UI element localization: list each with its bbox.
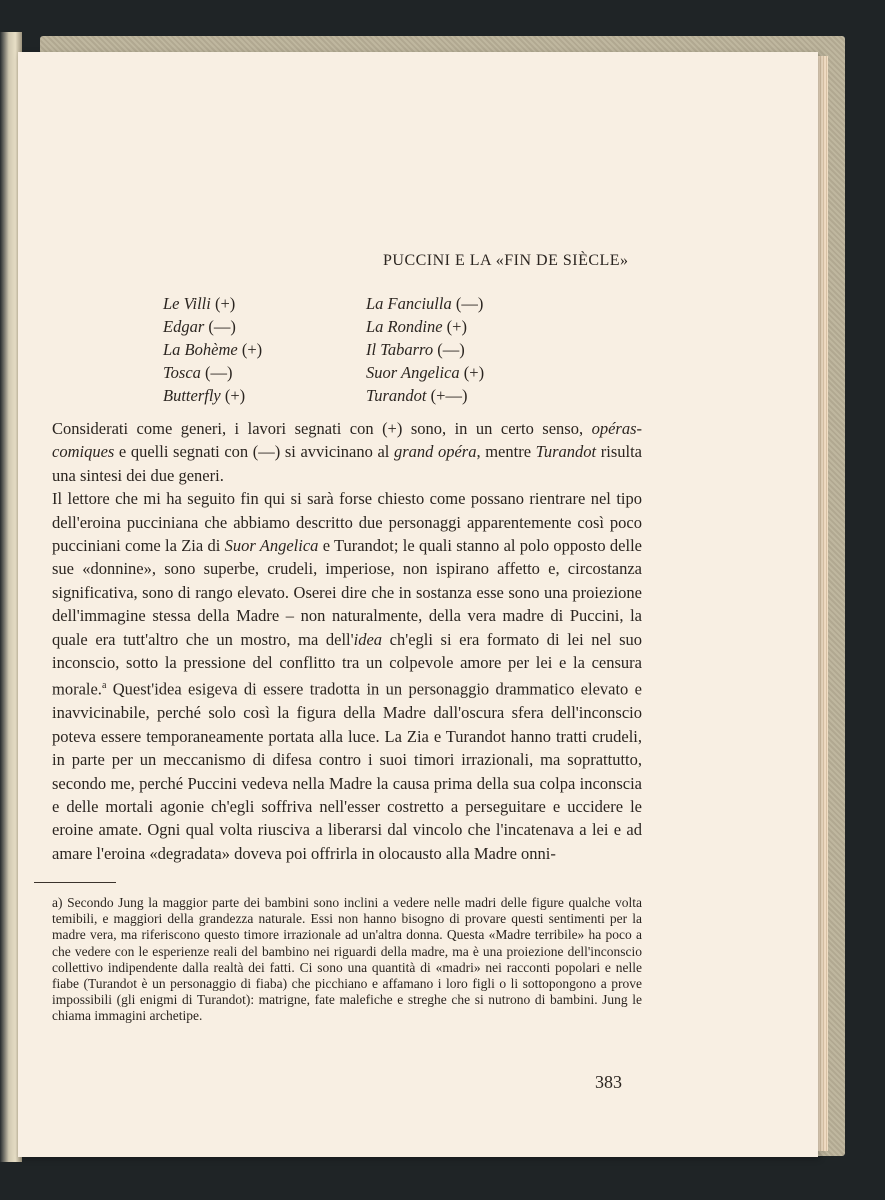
opera-item [163,338,262,361]
opera-mark: (+) [241,340,263,359]
opera-title: La Fanciulla [366,294,452,313]
opera-mark: (—) [208,317,236,336]
opera-item [366,292,484,315]
opera-mark: (—) [437,340,465,359]
paragraph: Considerati come generi, i lavori segnati con (+) sono, in un certo senso, opéras-comiques e quelli segnati con (—) si avvicinano al grand opéra, mentre Turandot risulta una sintesi dei due generi. [52,419,642,485]
opera-item [163,384,262,407]
page-number: 383 [595,1072,622,1092]
opera-title: Butterfly [163,386,221,405]
opera-item [163,315,262,338]
opera-title: Turandot [366,386,427,405]
opera-mark: (+—) [430,386,468,405]
opera-mark: (+) [446,317,467,336]
opera-title: Le Villi [163,294,211,313]
footnote-divider [34,882,116,883]
opera-item [366,315,484,338]
opera-title: Il Tabarro [366,340,434,359]
opera-mark: (+) [224,386,246,405]
main-text [52,417,642,865]
opera-title: La Bohème [163,340,238,359]
running-header: PUCCINI E LA «FIN DE SIÈCLE» [383,252,629,269]
opera-list-right [366,292,484,407]
opera-mark: (—) [205,363,233,382]
opera-item [163,361,262,384]
opera-title: Tosca [163,363,201,382]
footnote: a) Secondo Jung la maggior parte dei bambini sono inclini a vedere nelle madri delle figure qualche volta temibili, e maggiori della grandezza naturale. Essi non hanno bisogno di provare questi sentimenti per la madre vera, ma riferiscono questo timore irrazionale ad un'altra donna. Questa «Madre terribile» ha poco a che vedere con le esperienze reali del bambino nei riguardi della madre, ma è una proiezione dell'inconscio collettivo indipendente dalla realtà dei fatti. Ci sono una quantità di «madri» nei racconti popolari e nelle fiabe (Turandot è un personaggio di fiaba) che picchiano e affamano i loro figli o li sottopongono a prove impossibili (gli enigmi di Turandot): matrigne, fate malefiche e streghe che si nutrono di bambini. Jung le chiama immagini archetipe. [52,895,642,1024]
opera-item [366,384,484,407]
book-page [18,52,818,1157]
paragraph: Il lettore che mi ha seguito fin qui si sarà forse chiesto come possano rientrare nel tipo dell'eroina pucciniana che abbiamo descritto due personaggi apparentemente così poco pucciniani come la Zia di Suor Angelica e Turandot; le quali stanno al polo opposto delle sue «donnine», sono superbe, crudeli, imperiose, non ispirano affetto e, circostanza significativa, sono di rango elevato. Oserei dire che in sostanza esse sono una proiezione dell'immagine stessa della Madre – non naturalmente, della vera madre di Puccini, la quale era tutt'altro che un mostro, ma dell'idea ch'egli si era formato di lei nel suo inconscio, sotto la pressione del conflitto tra un colpevole amore per lei e la censura morale.$^a$ Quest'idea esigeva di essere tradotta in un personaggio drammatico elevato e inavvicinabile, perché solo così la figura della Madre dall'oscura sfera dell'inconscio poteva essere temporaneamente portata alla luce. La Zia e Turandot hanno tratti crudeli, in parte per un meccanismo di difesa contro i suoi timori irrazionali, ma soprattutto, secondo me, perché Puccini vedeva nella Madre la causa prima della sua colpa inconscia e delle mortali agonie ch'egli soffriva nell'esser costretto a perseguitare e uccidere le eroine amate. Ogni qual volta riusciva a liberarsi dal vincolo che l'incatenava a lei e ad amare l'eroina «degradata» doveva poi offrirla in olocausto alla Madre onni- [52,489,642,863]
opera-item [366,361,484,384]
opera-item [163,292,262,315]
footnote-marker: a [101,680,107,692]
opera-item [366,338,484,361]
opera-mark: (+) [214,294,236,313]
opera-title: Edgar [163,317,205,336]
opera-list-left [163,292,262,407]
opera-mark: (—) [455,294,484,313]
opera-title: La Rondine [366,317,443,336]
opera-title: Suor Angelica [366,363,460,382]
opera-mark: (+) [463,363,485,382]
